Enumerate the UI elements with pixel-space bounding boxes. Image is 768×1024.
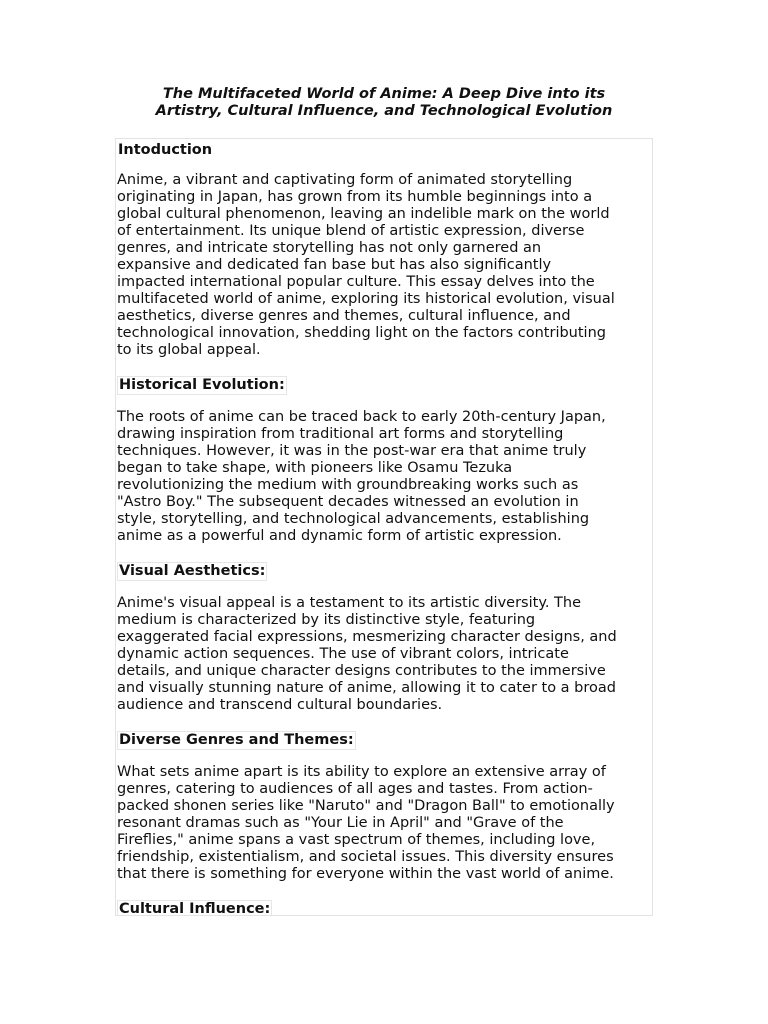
paragraph-line: impacted international popular culture. This essay delves into the xyxy=(117,274,595,290)
paragraph-line: resonant dramas such as "Your Lie in April" and "Grave of the xyxy=(117,815,564,831)
paragraph-line: audience and transcend cultural boundaries. xyxy=(117,697,443,713)
paragraph-line: expansive and dedicated fan base but has also significantly xyxy=(117,257,552,273)
paragraph-line: and visually stunning nature of anime, allowing it to cater to a broad xyxy=(117,680,616,696)
paragraph-line: global cultural phenomenon, leaving an indelible mark on the world xyxy=(117,206,610,222)
paragraph-line: packed shonen series like "Naruto" and "Dragon Ball" to emotionally xyxy=(117,798,615,814)
paragraph-line: revolutionizing the medium with groundbreaking works such as xyxy=(117,477,579,493)
paragraph-line: "Astro Boy." The subsequent decades witnessed an evolution in xyxy=(117,494,579,510)
section-heading: Historical Evolution: xyxy=(119,377,285,393)
section-paragraph xyxy=(117,409,606,545)
paragraph-line: of entertainment. Its unique blend of artistic expression, diverse xyxy=(117,223,585,239)
paragraph-line: drawing inspiration from traditional art forms and storytelling xyxy=(117,426,564,442)
paragraph-line: What sets anime apart is its ability to explore an extensive array of xyxy=(117,764,606,780)
paragraph-line: Anime, a vibrant and captivating form of animated storytelling xyxy=(117,172,573,188)
document-content-box xyxy=(115,138,653,916)
paragraph-line: genres, and intricate storytelling has not only garnered an xyxy=(117,240,542,256)
section-paragraph xyxy=(117,595,617,714)
document-title xyxy=(60,86,708,120)
section-heading: Diverse Genres and Themes: xyxy=(119,732,354,748)
paragraph-line: originating in Japan, has grown from its humble beginnings into a xyxy=(117,189,593,205)
paragraph-line: style, storytelling, and technological advancements, establishing xyxy=(117,511,590,527)
paragraph-line: Fireflies," anime spans a vast spectrum of themes, including love, xyxy=(117,832,596,848)
section-historical-evolution xyxy=(117,374,287,395)
section-heading: Cultural Influence: xyxy=(117,900,272,916)
paragraph-line: medium is characterized by its distinctive style, featuring xyxy=(117,612,536,628)
paragraph-line: exaggerated facial expressions, mesmerizing character designs, and xyxy=(117,629,617,645)
paragraph-line: friendship, existentialism, and societal issues. This diversity ensures xyxy=(117,849,614,865)
section-heading: Visual Aesthetics: xyxy=(119,563,266,579)
section-paragraph xyxy=(117,172,615,359)
paragraph-line: that there is something for everyone within the vast world of anime. xyxy=(117,866,614,882)
section-diverse-genres xyxy=(117,729,356,750)
paragraph-line: began to take shape, with pioneers like Osamu Tezuka xyxy=(117,460,513,476)
paragraph-line: techniques. However, it was in the post-war era that anime truly xyxy=(117,443,587,459)
title-line-2: Artistry, Cultural Influence, and Technological Evolution xyxy=(155,103,613,119)
section-introduction xyxy=(117,139,213,159)
paragraph-line: anime as a powerful and dynamic form of artistic expression. xyxy=(117,528,562,544)
paragraph-line: Anime's visual appeal is a testament to its artistic diversity. The xyxy=(117,595,582,611)
section-paragraph xyxy=(117,764,615,883)
paragraph-line: details, and unique character designs contributes to the immersive xyxy=(117,663,606,679)
section-cultural-influence xyxy=(117,898,272,916)
paragraph-line: multifaceted world of anime, exploring its historical evolution, visual xyxy=(117,291,615,307)
section-visual-aesthetics xyxy=(117,560,267,581)
section-heading: Intoduction xyxy=(118,142,213,158)
paragraph-line: aesthetics, diverse genres and themes, cultural influence, and xyxy=(117,308,571,324)
paragraph-line: to its global appeal. xyxy=(117,342,261,358)
paragraph-line: technological innovation, shedding light on the factors contributing xyxy=(117,325,606,341)
title-line-1: The Multifaceted World of Anime: A Deep Dive into its xyxy=(162,86,606,102)
paragraph-line: dynamic action sequences. The use of vibrant colors, intricate xyxy=(117,646,569,662)
paragraph-line: The roots of anime can be traced back to early 20th-century Japan, xyxy=(117,409,606,425)
paragraph-line: genres, catering to audiences of all ages and tastes. From action- xyxy=(117,781,593,797)
